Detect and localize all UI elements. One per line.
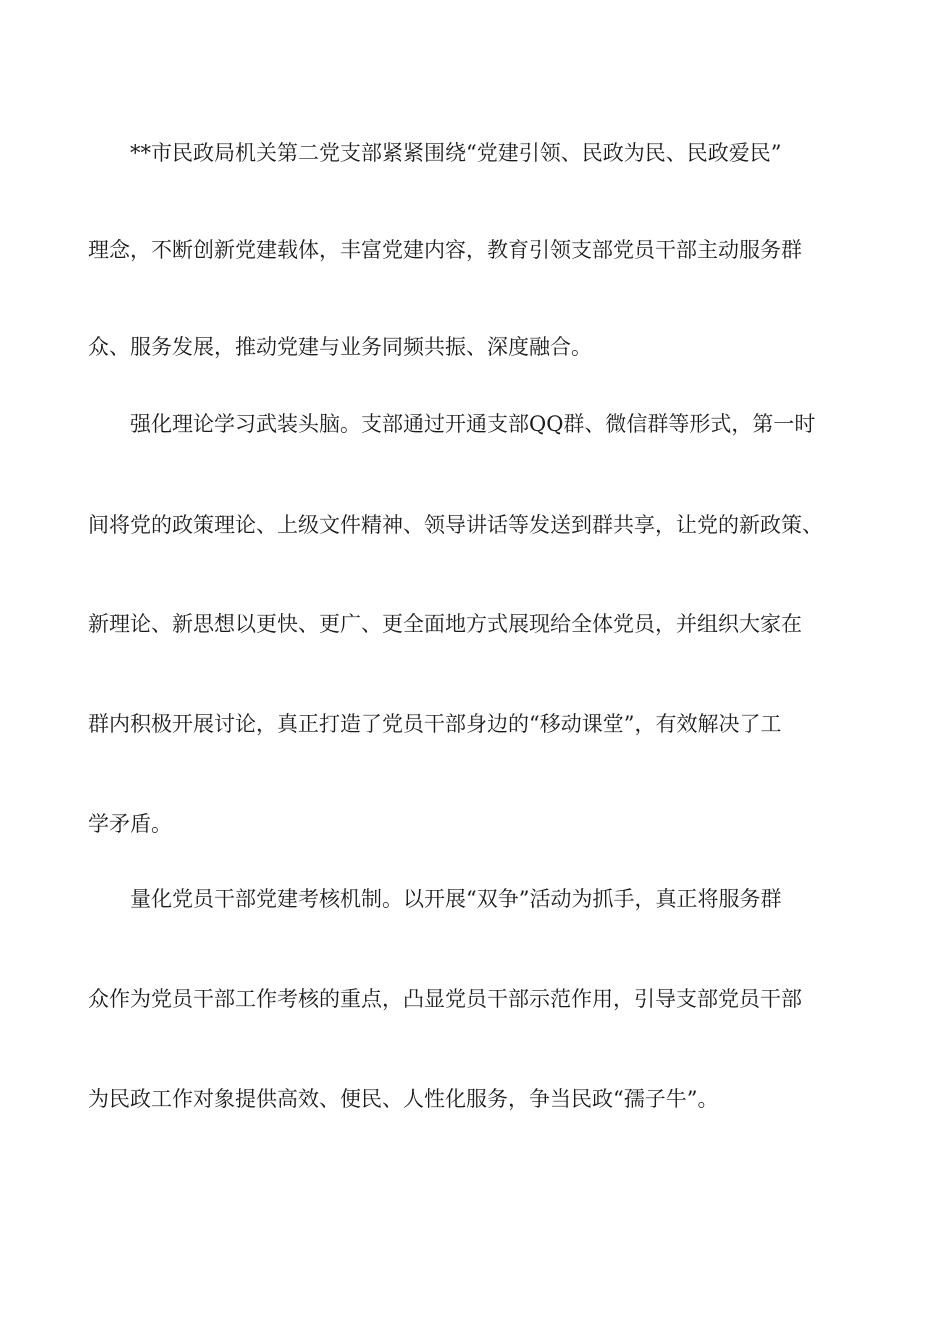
- paragraph-2-line-3: 新理论、新思想以更快、更广、更全面地方式展现给全体党员，并组织大家在: [88, 612, 802, 636]
- paragraph-1-line-3: 众、服务发展，推动党建与业务同频共振、深度融合。: [88, 335, 592, 359]
- paragraph-1-line-2: 理念，不断创新党建载体，丰富党建内容，教育引领支部党员干部主动服务群: [88, 238, 802, 262]
- paragraph-1-line-1: **市民政局机关第二党支部紧紧围绕“党建引领、民政为民、民政爱民”: [130, 141, 782, 165]
- paragraph-2-line-2: 间将党的政策理论、上级文件精神、领导讲话等发送到群共享，让党的新政策、: [88, 513, 823, 537]
- paragraph-2-line-5: 学矛盾。: [88, 812, 172, 836]
- paragraph-3-line-2: 众作为党员干部工作考核的重点，凸显党员干部示范作用，引导支部党员干部: [88, 987, 802, 1011]
- paragraph-2-line-4: 群内积极开展讨论，真正打造了党员干部身边的“移动课堂”，有效解决了工: [88, 712, 782, 736]
- paragraph-3-line-1: 量化党员干部党建考核机制。以开展“双争”活动为抓手，真正将服务群: [130, 887, 782, 911]
- paragraph-3-line-3: 为民政工作对象提供高效、便民、人性化服务，争当民政“孺子牛”。: [88, 1087, 719, 1111]
- paragraph-2-line-1: 强化理论学习武装头脑。支部通过开通支部QQ群、微信群等形式，第一时: [130, 412, 816, 436]
